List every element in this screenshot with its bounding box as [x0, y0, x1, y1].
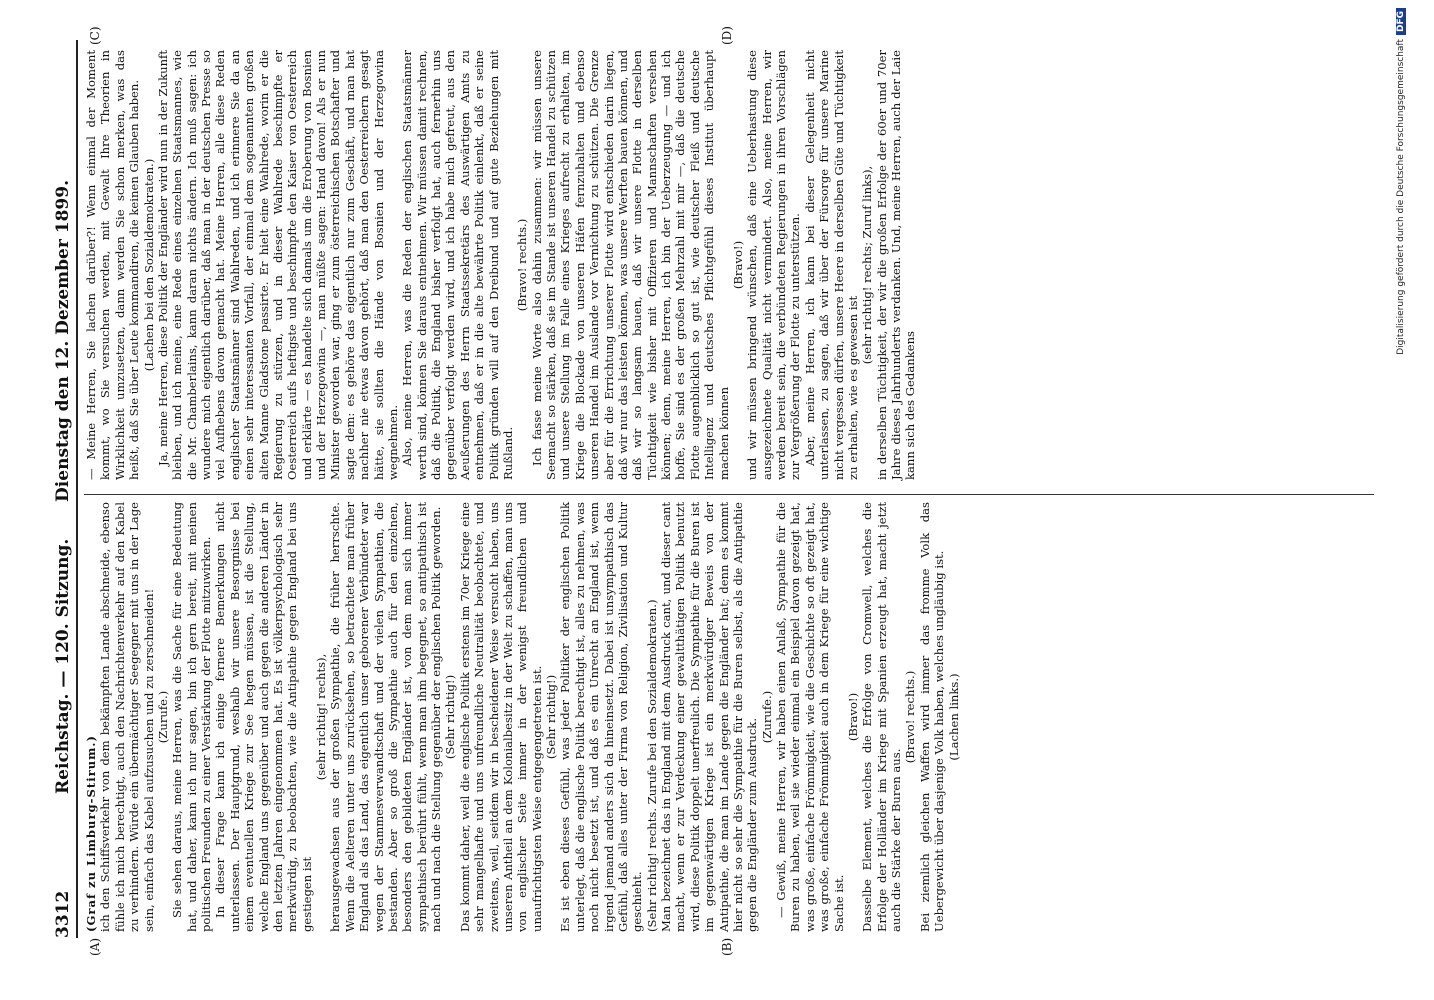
interjection: (Bravo!) — [845, 692, 860, 742]
page-number: 3312 — [53, 890, 73, 938]
margin-mark-a: (A) — [88, 937, 102, 956]
interjection: (Zurufe.) — [759, 690, 774, 744]
interjection: (sehr richtig! rechts; Zuruf links), — [860, 165, 875, 365]
column-divider — [84, 494, 1374, 495]
left-column — [84, 502, 961, 932]
digitization-credit — [1396, 8, 1406, 355]
paragraph: Sie sehen daraus, meine Herren, was die Sache für eine Bedeutung hat, und daher, kann ich nur sagen, bin ich gern bereit, mit meinen politischen Freunden zu einer Verstärkung der Flotte mitzuwirken. — [170, 502, 213, 932]
interjection: (sehr richtig! rechts), — [314, 653, 328, 781]
paragraph: Ich fasse meine Worte also dahin zusammen: wir müssen unsere Seemacht so stärken, daß sie im Stande ist unseren Handel zu schützen und unsere Stellung im Falle eines Krieges aufrecht zu erhalten, im Kriege die Blockade von unseren Häfen fernzuhalten und ebenso unseren Handel im Auslande vor Vernichtung zu schützen. Die Grenze aber für die Errichtung unserer Flotte wird entschieden darin liegen, daß wir nur das leisten können, was unsere Werften bauen können, und daß wir so langsam bauen, daß wir unsere Flotte in derselben Tüchtigkeit wie bisher mit Offizieren und Mannschaften versehen können; denn, meine Herren, ich bin der Ueberzeugung — und ich hoffe, Sie sind es der großen Mehrzahl mit mir —, daß die deutsche Flotte augenblicklich so gut ist, wie deutscher Fleiß und deutsche Intelligenz und deutsches Pflichtgefühl dieses Institut überhaupt machen können — [529, 50, 731, 480]
page-header — [52, 40, 74, 938]
paragraph: Bei ziemlich gleichen Waffen wird immer das fromme Volk das Uebergewicht über dasjenige Volk haben, welches ungläubig ist. — [917, 502, 947, 932]
credit-text: Digitalisierung gefördert durch die Deutsche Forschungsgemeinschaft — [1396, 39, 1406, 355]
interjection: (Sehr richtig!) — [443, 674, 458, 760]
paragraph: — Gewiß, meine Herren, wir haben einen Anlaß, Sympathie für die Buren zu haben, weil sie wieder einmal ein Beispiel davon gezeigt hat, was große, einfache Frömmigkeit, wie die Geschichte so oft gezeigt hat, was große, einfache Frömmigkeit auch in dem Kriege für eine wichtige Sache ist. — [774, 502, 846, 932]
interjection: (Lachen links.) — [946, 673, 961, 761]
interjection: (Bravo! rechts.) — [903, 670, 918, 764]
margin-mark-d: (D) — [720, 26, 734, 45]
interjection: (Lachen bei den Sozialdemokraten.) — [141, 158, 156, 372]
interjection: (Sehr richtig! rechts. Zurufe bei den Sozialdemokraten.) — [644, 599, 659, 932]
interjection: (Bravo! rechts.) — [515, 218, 530, 312]
paragraph: In dieser Frage kann ich einige fernere Bemerkungen nicht unterlassen. Der Hauptgrund, weshalb wir unsere Besorgnisse bei einem eventuellen Kriege zur See hegen müssen, ist die Stellung, welche England uns gegenüber und auch gegen die anderen Länder in den letzten Jahren eingenommen hat. Es ist völkerpsychologisch sehr merkwürdig, zu beobachten, wie die Antipathie gegen England bei uns gestiegen ist — [213, 502, 314, 932]
interjection: (Sehr richtig!) — [544, 674, 558, 760]
right-column — [84, 50, 918, 480]
margin-mark-b: (B) — [720, 937, 734, 956]
paragraph: in derselben Tüchtigkeit, der wir die großen Erfolge der 60er und 70er Jahre dieses Jahrhunderts verdanken. Und, meine Herren, auch der Laie kann sich des Gedankens — [874, 50, 918, 480]
interjection: (Bravo!) — [730, 240, 745, 290]
interjection: (Zurufe.) — [155, 690, 170, 744]
paragraph: herausgewachsen aus der großen Sympathie, die früher herrschte. Wenn die Aelteren unter uns zurücksehen, so betrachtete man früher England als das Land, das eigentlich unser geborener Verbündeter war wegen der Stammesverwandtschaft und der vielen Sympathien, die bestanden. Aber so groß die Sympathie auch für den einzelnen, besonders den gebildeten Engländer ist, von dem man sich immer sympathisch berührt fühlt, wenn man ihm begegnet, so antipathisch ist nach und nach die Stellung gegenüber der englischen Politik geworden. — [328, 502, 443, 932]
paragraph: Das kommt daher, weil die englische Politik erstens im 70er Kriege eine sehr mangelhafte und uns unfreundliche Neutralität beobachtete, und zweitens, weil, seitdem wir in bescheidener Weise versucht haben, uns unseren Antheil an dem Kolonialbesitz in der Welt zu schaffen, man uns von englischer Seite immer in der wenigst freundlichen und unaufrichtigsten Weise entgegengetreten ist. — [457, 502, 544, 932]
dfg-logo: DFG — [1396, 8, 1406, 35]
session-title: Reichstag. — 120. Sitzung. — [53, 538, 73, 794]
paragraph: Man bezeichnet das in England mit dem Ausdruck cant, und dieser cant macht, wenn er zur Verdeckung einer gewaltthätigen Politik benutzt wird, diese Politik doppelt unerfreulich. Die Sympathie für die Buren ist im gegenwärtigen Kriege ist ein merkwürdiger Beweis von der Antipathie, die man im Lande gegen die Engländer hat; denn es kommt hier nicht so sehr die Sympathie für die Buren selbst, als die Antipathie gegen die Engländer zum Ausdruck. — [659, 502, 760, 932]
paragraph: ich den Schiffsverkehr von dem bekämpften Lande abschneide, ebenso fühle ich mich berechtigt, auch den Nachrichtenverkehr auf den Kabel zu verhindern. Würde ein übermächtiger Seegegner mit uns in der Lage sein, einfach das Kabel aufzusuchen und zu zerschneiden! — [98, 502, 156, 932]
paragraph: Es ist eben dieses Gefühl, was jeder Politiker der englischen Politik unterlegt, daß die englische Politik berechtigt ist, alles zu nehmen, was noch nicht besetzt ist, und daß es ein Unrecht an England ist, wenn irgend jemand anders sich da hineinsetzt. Dabei ist unsympathisch das Gefühl, daß alles unter der Firma von Religion, Zivilisation und Kultur geschieht. — [558, 502, 645, 932]
header-rule — [76, 40, 78, 938]
margin-mark-c: (C) — [88, 26, 102, 45]
paragraph: Aber, meine Herren, ich kann bei dieser Gelegenheit nicht unterlassen, zu sagen, daß wir über der Fürsorge für unsere Marine nicht vergessen dürfen, unsere Heere in derselben Güte und Tüchtigkeit zu erhalten, wie es gewesen ist — [802, 50, 860, 480]
paragraph: und wir müssen bringend wünschen, daß eine Ueberhastung diese ausgezeichnete Qualität nicht vermindert. Also, meine Herren, wir werden bereit sein, die verbündeten Regierungen in ihren Vorschlägen zur Vergrößerung der Flotte zu unterstützen. — [745, 50, 803, 480]
paragraph: Dasselbe Element, welches die Erfolge von Cromwell, welches die Erfolge der Holländer im Kriege mit Spanien erzeugt hat, macht jetzt auch die Stärke der Buren aus. — [860, 502, 903, 932]
date-title: Dienstag den 12. Dezember 1899. — [53, 180, 73, 502]
paragraph: Ja, meine Herren, diese Politik der Engländer wird nun in der Zukunft bleiben, und ich meine, eine Rede eines einzelnen Staatsmannes, wie die Mr. Chamberlains, kann daran nichts ändern. Ich muß sagen: ich wundere mich eigentlich darüber, daß man in der deutschen Presse so viel Aufhebens davon gemacht hat. Meine Herren, alle diese Reden englischer Staatsmänner sind Wahlreden, und ich erinnere Sie da an einen sehr interessanten Vorfall, der einmal dem sogenannten großen alten Manne Gladstone passirte. Er hielt eine Wahlrede, worin er die Regierung zu stürzen, und in dieser Wahlrede beschimpfte er Oesterreich aufs heftigste und beschimpfte den Kaiser von Oesterreich und erklärte — es handelte sich damals um die Eroberung von Bosnien und der Herzegowina —, man müßte sagen: Hand davon! Als er nun Minister geworden war, ging er zum österreichischen Botschafter und sagte dem: es gehöre das eigentlich nur zum Geschäft, und man hat nachher nie etwas davon gehört, daß man den Oesterreichern gesagt hätte, sie sollten die Hände von Bosnien und der Herzegowina wegnehmen. — [155, 50, 400, 480]
paragraph: Also, meine Herren, was die Reden der englischen Staatsmänner werth sind, können Sie daraus entnehmen. Wir müssen damit rechnen, daß die Politik, die England bisher verfolgt hat, auch fernerhin uns gegenüber verfolgt werden wird, und ich habe mich gefreut, aus den Aeußerungen des Herrn Staatssekretärs des Auswärtigen Amts zu entnehmen, daß er in die alte bewährte Politik einlenkt, daß er seine Politik gründen will auf den Dreibund und auf gute Beziehungen mit Rußland. — [400, 50, 515, 480]
speaker-name: (Graf zu Limburg-Stirum.) — [84, 735, 98, 932]
paragraph: — Meine Herren, Sie lachen darüber?! Wenn einmal der Moment kommt, wo Sie versuchen werden, mit Gewalt Ihre Theorien in Wirklichkeit umzusetzen, dann werden Sie schon merken, was das heißt, daß Sie über Leute kommandiren, die keinen Glauben haben. — [84, 50, 142, 480]
